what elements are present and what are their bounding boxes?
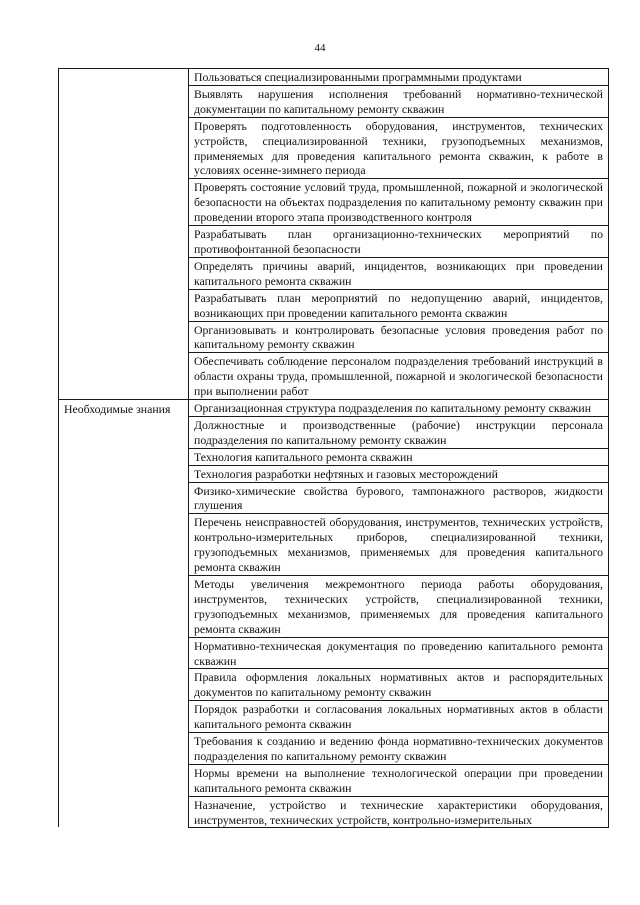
requirement-item: Определять причины аварий, инцидентов, возникающих при проведении капитального ремонта скважин — [189, 257, 609, 289]
requirement-item: Должностные и производственные (рабочие) инструкции персонала подразделения по капитальному ремонту скважин — [189, 416, 609, 448]
requirement-item: Нормы времени на выполнение технологической операции при проведении капитального ремонта скважин — [189, 764, 609, 796]
requirement-item: Проверять подготовленность оборудования, инструментов, технических устройств, специализированной техники, грузоподъемных механизмов, применяемых для проведения капитального ремонта скважин, к работе в условиях осенне-зимнего периода — [189, 117, 609, 179]
requirement-item: Технология разработки нефтяных и газовых месторождений — [189, 465, 609, 482]
table-row — [59, 400, 609, 417]
section-label: Необходимые знания — [59, 400, 189, 828]
requirement-item: Перечень неисправностей оборудования, инструментов, технических устройств, контрольно-измерительных приборов, специализированной техники, грузоподъемных механизмов, применяемых для проведения капитального ремонта скважин — [189, 514, 609, 576]
requirement-item: Разрабатывать план организационно-технических мероприятий по противофонтанной безопасности — [189, 226, 609, 258]
requirement-item: Технология капитального ремонта скважин — [189, 448, 609, 465]
requirements-table-body — [59, 69, 609, 828]
requirement-item: Организационная структура подразделения по капитальному ремонту скважин — [189, 400, 609, 417]
section-label — [59, 69, 189, 400]
requirement-item: Выявлять нарушения исполнения требований нормативно-технической документации по капитальному ремонту скважин — [189, 85, 609, 117]
requirement-item: Обеспечивать соблюдение персоналом подразделения требований инструкций в области охраны труда, промышленной, пожарной и экологической безопасности при выполнении работ — [189, 353, 609, 400]
requirement-item: Физико-химические свойства бурового, тампонажного растворов, жидкости глушения — [189, 482, 609, 514]
requirement-item: Пользоваться специализированными программными продуктами — [189, 69, 609, 86]
requirement-item: Проверять состояние условий труда, промышленной, пожарной и экологической безопасности на объектах подразделения по капитальному ремонту скважин при проведении второго этапа производственного контроля — [189, 179, 609, 226]
requirement-item: Методы увеличения межремонтного периода работы оборудования, инструментов, технических устройств, специализированной техники, грузоподъемных механизмов, применяемых для проведения капитального ремонта скважин — [189, 576, 609, 638]
page-number: 44 — [314, 42, 326, 54]
requirement-item: Организовывать и контролировать безопасные условия проведения работ по капитальному ремонту скважин — [189, 321, 609, 353]
requirement-item: Правила оформления локальных нормативных актов и распорядительных документов по капитальному ремонту скважин — [189, 669, 609, 701]
requirement-item: Разрабатывать план мероприятий по недопущению аварий, инцидентов, возникающих при проведении капитального ремонта скважин — [189, 289, 609, 321]
table-row — [59, 69, 609, 86]
requirement-item: Нормативно-техническая документация по проведению капитального ремонта скважин — [189, 637, 609, 669]
requirement-item-text: Назначение, устройство и технические характеристики оборудования, инструментов, технических устройств, контрольно-измерительных — [194, 797, 603, 827]
requirement-item: Порядок разработки и согласования локальных нормативных актов в области капитального ремонта скважин — [189, 701, 609, 733]
requirement-item — [189, 796, 609, 827]
requirement-item: Требования к созданию и ведению фонда нормативно-технических документов подразделения по капитальному ремонту скважин — [189, 733, 609, 765]
requirements-table — [58, 68, 609, 828]
